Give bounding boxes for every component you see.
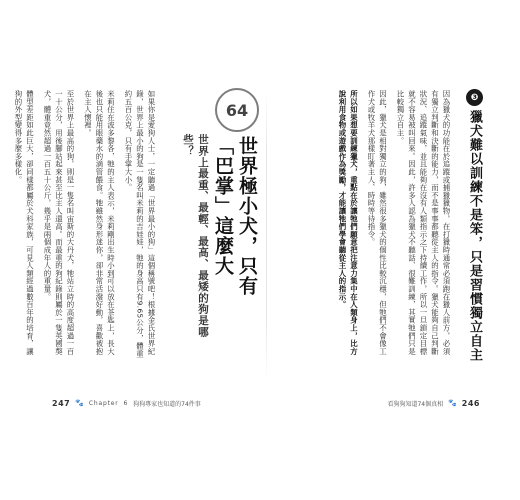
- article-title-line-2: 「巴掌」這麼大: [212, 136, 234, 276]
- article-number-badge: [215, 88, 259, 132]
- left-page-number: 247: [52, 398, 71, 408]
- left-body-text: [13, 90, 158, 360]
- article-number: 64: [225, 100, 249, 120]
- chapter-number: 6: [123, 399, 129, 407]
- section-heading: 獵犬難以訓練不是笨，只是習慣獨立自主: [467, 110, 482, 362]
- left-running-title: 狗狗專家也知道的74件事: [133, 400, 201, 408]
- right-paragraph-1: 因為獵犬的功能在於追蹤或捕獵獵物，在打獵時通常必須跑在獵人前方，必須有獨立判斷和決斷的能力，而不是事事都聽從主人的指令。獵犬能夠自己判斷狀況、追蹤氣味，並且能夠在沒有人類指示之下持續工作，所以一旦鎖定目標就不容易被叫回來。因此，許多人認為獵犬不聽話、很難訓練，其實牠們只是比較獨立自主。: [396, 90, 451, 356]
- number-three-icon: ❸: [466, 89, 483, 106]
- article-title: [211, 136, 259, 376]
- article-title-block: [163, 84, 263, 384]
- right-page-number: 246: [461, 398, 480, 408]
- right-page-footer: [387, 396, 480, 410]
- article-subtitle: 世界上最重、最輕、最高、最矮的狗是哪些？: [182, 134, 209, 338]
- paw-icon: 🐾: [75, 399, 84, 407]
- left-paragraph-1: 如果你是愛狗人士，一定聽過「世界最小的狗」這個稱號吧！根據金氏世界紀錄，世界上最小的狗是一隻名叫米莉的吉娃娃，牠的身高只有9.65公分，體重約五百公克，只有手掌大小。: [124, 90, 156, 358]
- right-body-text: [337, 90, 453, 360]
- left-paragraph-2: 米莉住在波多黎各，牠的主人表示，米莉剛出生時小到可以放在茶匙上，長大後也只能用眼藥水的滴管餵食。牠雖然身形迷你，卻非常活潑好動，喜歡被抱在主人懷裡。: [83, 90, 116, 356]
- right-paragraph-3-highlighted: 所以如果想要訓練獵犬，重點在於讓牠們願意把注意力集中在人類身上，比方說利用食物或遊戲作為獎勵，才能讓牠們學會聽從主人的指示。: [338, 90, 359, 356]
- left-paragraph-4: 體型差距如此巨大，卻同樣都屬於犬科家族，可見人類經過數百年的培育，讓狗的外型變得多麼多樣化。: [14, 90, 35, 356]
- chapter-label: Chapter: [88, 399, 119, 407]
- left-page-footer: [52, 396, 201, 410]
- right-paragraph-2: 因此，獵犬是相對獨立的狗，雖然很多獵犬的個性比較沉穩，但牠們不會像工作犬或牧羊犬那樣盯著主人、時時等待指令。: [367, 90, 388, 356]
- right-running-title: 看狗狗知道74個真相: [387, 400, 444, 408]
- left-page: [14, 84, 265, 384]
- article-title-line-1: 世界極小犬，只有: [236, 136, 258, 296]
- left-paragraph-3: 至於世界上最高的狗，則是一隻名叫宙斯的大丹犬，牠站立時的高度超過一百一十公分，用後腳站起來甚至比主人還高。而最重的狗紀錄則屬於一隻英國獒犬，體重竟然超過一百五十公斤，幾乎是兩個成年人的重量。: [43, 90, 75, 356]
- right-page: [268, 84, 486, 384]
- section-heading-block: [460, 84, 486, 374]
- paw-icon: 🐾: [448, 399, 457, 407]
- spine-gutter: [266, 90, 267, 380]
